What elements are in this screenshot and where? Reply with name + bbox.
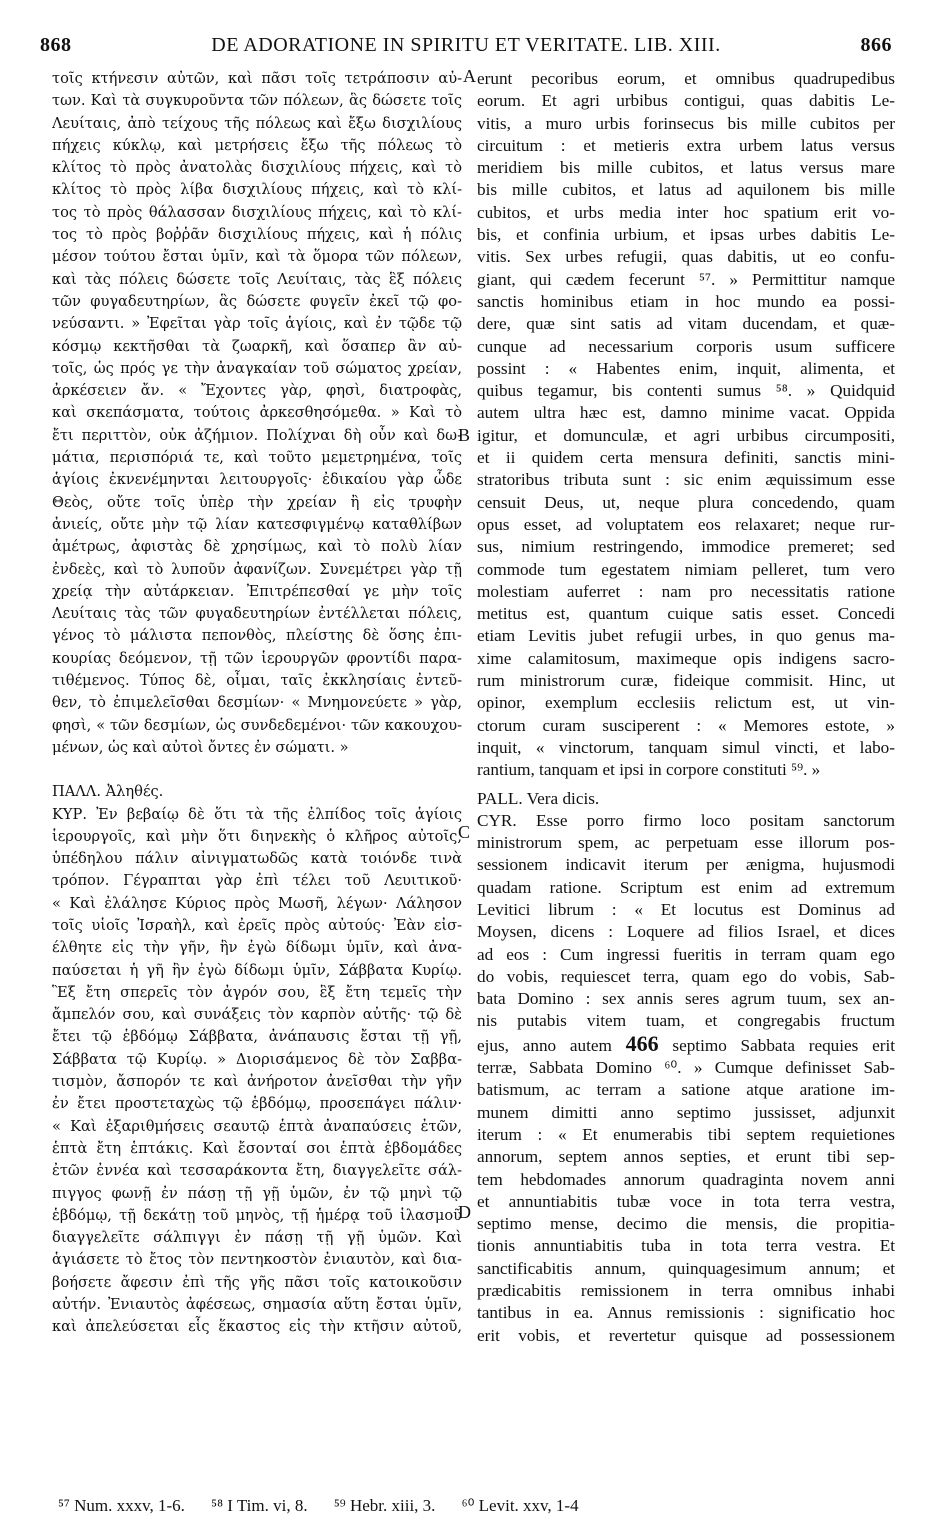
- paragraph-gap: [52, 759, 462, 781]
- text-line: τοῖς υἱοῖς Ἰσραὴλ, καὶ ἐρεῖς πρὸς αὐτούς· Ἐὰν εἰσ-: [52, 916, 462, 934]
- text-line: ἁγίοις ἐκνενέμηνται λειτουργοῖς· ἐδικαίου γὰρ ὧδε: [52, 471, 462, 489]
- text-line: ἐνδεὲς, καὶ τὸ λυποῦν ἀφανίζων. Συνεμέτρει γὰρ τῇ: [52, 560, 462, 578]
- text-line: giant, qui cædem fecerunt ⁵⁷. » Permittitur namque: [477, 269, 895, 289]
- text-line: ἔτι περιττὸν, οὐκ ἀζήμιον. Πολίχναι δὴ οὖν καὶ δω-: [52, 426, 462, 444]
- text-line: CYR. Esse porro firmo loco positam sanctorum: [477, 810, 895, 830]
- text-line: ἱερουργοῖς, καὶ μὴν ὅτι διηνεκὴς ὁ κλῆρος αὐτοῖς,: [52, 827, 462, 845]
- text-line: ἐν ἔτει προστεταχὼς τῷ ἑβδόμῳ, προσεπάγει πάλιν·: [52, 1095, 462, 1113]
- text-line: ἐτῶν ἐννέα καὶ τεσσαράκοντα ἔτη, διαγγελεῖτε σάλ-: [52, 1162, 462, 1180]
- text-line: tem hebdomades annorum quadraginta novem anni: [477, 1169, 895, 1189]
- text-line: dere, quæ sint satis ad vitam ducendam, et quæ-: [477, 314, 895, 334]
- text-line: καὶ σκεπάσματα, τούτοις ἀρκεσθησόμεθα. » Καὶ τὸ: [52, 404, 462, 422]
- page-number-right: 866: [860, 34, 892, 56]
- text-line: prædicabitis remissionem in terra omnibus inhabi: [477, 1281, 895, 1301]
- text-line: erunt pecoribus eorum, et omnibus quadrupedibus: [477, 69, 895, 88]
- text-line: bis, et confinia urbium, et ipsas urbes dabitis Le-: [477, 225, 895, 245]
- text-line: commode tum egestatem nimiam pelleret, tum vero: [477, 559, 895, 579]
- text-line: καὶ ἀπελεύσεται εἷς ἕκαστος εἰς τὴν κτῆσιν αὐτοῦ,: [52, 1318, 462, 1336]
- text-line: sanctis hominibus etiam in hoc mundo ea possi-: [477, 291, 895, 311]
- text-line: γένος τὸ μάλιστα πεπονθὸς, πλείστης δὲ ὅσης ἐπι-: [52, 627, 462, 645]
- text-line: opus esset, ad voluptatem eos relaxaret; neque rur-: [477, 514, 895, 534]
- text-line: tantibus in ea. Annus remissionis : significatio hoc: [477, 1303, 895, 1323]
- text-line: τῶν φυγαδευτηρίων, ἃς δώσετε φυγεῖν ἐκεῖ τῷ φο-: [52, 292, 462, 310]
- text-line: opinor, exemplum ecclesiis relictum est, ut vin-: [477, 693, 895, 713]
- text-line: ejus, anno autem 466 septimo Sabbata requies erit: [477, 1032, 895, 1056]
- footnote-60: ⁶⁰ Levit. xxv, 1-4: [461, 1496, 579, 1515]
- text-line: ministrorum spem, ac perpetuam esse illorum pos-: [477, 833, 895, 853]
- text-line: circuitum : et metieris extra urbem latus versus: [477, 135, 895, 155]
- text-line: μέσον τούτου ἔσται ὑμῖν, καὶ τὰ ὅμορα τῶν πόλεων,: [52, 248, 462, 266]
- text-line: Θεὸς, οὔτε τοῖς ὑπὲρ τὴν χρείαν ἢ εἰς τρυφὴν: [52, 493, 462, 511]
- page-number-left: 868: [40, 34, 72, 56]
- text-line: τοῖς κτήνεσιν αὐτῶν, καὶ πᾶσι τοῖς τετράποσιν αὐ-: [52, 70, 462, 87]
- text-line: « Καὶ ἐλάλησε Κύριος πρὸς Μωσῆ, λέγων· Λάλησον: [52, 894, 462, 912]
- text-line: vitis. Sex urbes refugii, quas dabitis, ut eo confu-: [477, 247, 895, 267]
- section-marker-c: C: [458, 822, 471, 842]
- text-line: ἄμπελόν σου, καὶ συνάξεις τὸν καρπὸν αὐτῆς· τῷ δὲ: [52, 1006, 462, 1024]
- text-line: batismum, ac terram a satione atque aratione im-: [477, 1080, 895, 1100]
- text-line: et annuntiabitis tubæ voce in tota terra vestra,: [477, 1191, 895, 1211]
- greek-text-column: [52, 68, 462, 1339]
- text-line: ἑβδόμῳ, τῇ δεκάτῃ τοῦ μηνὸς, τῇ ἡμέρᾳ τοῦ ἱλασμοῦ: [52, 1206, 462, 1224]
- text-line: τοῖς, ὡς πρός γε τὴν ἀναγκαίαν τοῦ σώματος χρείαν,: [52, 359, 462, 377]
- text-line: septimo mense, decimo die mensis, die propitia-: [477, 1214, 895, 1234]
- text-line: τος τὸ πρὸς θάλασσαν δισχιλίους πήχεις, καὶ τὸ κλί-: [52, 203, 462, 221]
- text-line: παύσεται ἡ γῆ ἣν ἐγὼ δίδωμι ὑμῖν, Σάββατα Κυρίῳ.: [52, 961, 462, 979]
- text-line: Λευίταις τὰς τῶν φυγαδευτηρίων ἐντέλλεται πόλεις,: [52, 605, 462, 623]
- text-line: rantium, tanquam et ipsi in corpore constituti ⁵⁹. »: [477, 760, 821, 780]
- text-line: χρείᾳ τὴν αὐτάρκειαν. Ἐπιτρέπεσθαί γε μὴν τοῖς: [52, 582, 462, 600]
- running-header: [40, 34, 892, 64]
- text-line: ἀνιείς, οὔτε μὴν τῷ λίαν κατεσφιγμένῳ καταθλίβων: [52, 515, 462, 533]
- text-line: Levitici librum : « Et locutus est Dominus ad: [477, 899, 895, 919]
- text-line: sanctificabitis annum, quinquagesimum annum; et: [477, 1258, 895, 1278]
- text-line: stratoribus tributa sunt : sic enim æquissimum esse: [477, 470, 895, 490]
- text-line: ἑπτὰ ἔτη ἑπτάκις. Καὶ ἔσονταί σοι ἑπτὰ ἑβδομάδες: [52, 1139, 462, 1157]
- text-line: τος τὸ πρὸς βοῤῥᾶν δισχιλίους πήχεις, καὶ ἡ πόλις: [52, 226, 462, 244]
- text-line: cunque ad necessarium corporis usum sufficere: [477, 336, 895, 356]
- footnote-57: ⁵⁷ Num. xxxv, 1-6.: [58, 1496, 185, 1515]
- section-marker-d: D: [458, 1202, 471, 1222]
- text-line: ad eos : Cum ingressi fueritis in terram quam ego: [477, 944, 895, 964]
- text-line: καὶ τὰς πόλεις δώσετε τοῖς Λευίταις, τὰς ἓξ πόλεις: [52, 270, 462, 288]
- text-line: cubitos, et urbs media inter hoc spatium erit vo-: [477, 202, 895, 222]
- text-line: bata Domino : sex annis seres agrum tuum, sex an-: [477, 989, 895, 1009]
- inline-page-number: 466: [625, 1032, 659, 1056]
- text-line: Ἓξ ἔτη σπερεῖς τὸν ἀγρόν σου, ἓξ ἔτη τεμεῖς τὴν: [52, 983, 462, 1001]
- text-line: βοήσετε ἄφεσιν ἐπὶ τῆς γῆς πᾶσι τοῖς κατοικοῦσιν: [52, 1273, 462, 1291]
- text-line: πήχεις κύκλῳ, καὶ μετρήσεις ἔξω τῆς πόλεως τὸ: [52, 136, 462, 154]
- text-line: xime calamitosum, maximeque opis indigens sacro-: [477, 648, 895, 668]
- text-line: vitis, a muro urbis forinsecus bis mille cubitos per: [477, 113, 895, 133]
- text-line: et ii quidem certa mensura definiti, sanctis mini-: [477, 448, 895, 468]
- text-line: μένων, ὡς καὶ αὐτοὶ ὄντες ἐν σώματι. »: [52, 738, 349, 756]
- text-line: iterum : « Et enumerabis tibi septem requietiones: [477, 1124, 895, 1144]
- text-line: ἀμέτρως, ἀφιστὰς δὲ χρησίμως, καὶ τὸ πολὺ λίαν: [52, 538, 462, 556]
- text-line: quadam ratione. Scriptum est enim ad extremum: [477, 877, 895, 897]
- text-line: Σάββατα τῷ Κυρίῳ. » Διορισάμενος δὲ τὸν Σαββα-: [52, 1050, 462, 1068]
- text-line: possint : « Habentes enim, inquit, alimenta, et: [477, 358, 895, 378]
- text-line: μάτια, περισπόριά τε, καὶ τοῦτο μεμετρημένα, τοῖς: [52, 449, 462, 467]
- text-line: των. Καὶ τὰ συγκυροῦντα τῶν πόλεων, ἃς δώσετε τοῖς: [52, 92, 462, 110]
- text-line: έλθητε εἰς τὴν γῆν, ἣν ἐγὼ δίδωμι ὑμῖν, καὶ ἀνα-: [52, 939, 462, 957]
- text-line: ὑπέδηλου πάλιν αἰνιγματωδῶς κατὰ τοιόνδε τινὰ: [52, 850, 462, 868]
- text-line: κλίτος τὸ πρὸς λίβα δισχιλίους πήχεις, καὶ τὸ κλί-: [52, 181, 462, 199]
- text-line: Moysen, dicens : Loquere ad filios Israel, et dices: [477, 922, 895, 942]
- text-line: PALL. Vera dicis.: [477, 788, 600, 808]
- footnote-58: ⁵⁸ I Tim. vi, 8.: [211, 1496, 308, 1515]
- text-line: ἁγιάσετε τὸ ἔτος τὸν πεντηκοστὸν ἐνιαυτὸν, καὶ δια-: [52, 1251, 462, 1269]
- text-line: ΚΥΡ. Ἐν βεβαίῳ δὲ ὅτι τὰ τῆς ἐλπίδος τοῖς ἁγίοις: [52, 805, 462, 823]
- text-line: metitus est, quantum cuique satis esset. Concedi: [477, 604, 895, 624]
- text-line: ΠΑΛΛ. Ἀληθές.: [52, 783, 164, 801]
- text-line: annorum, septem annos septies, et erunt tibi sep-: [477, 1147, 895, 1167]
- text-line: quibus tegamur, bis contenti sumus ⁵⁸. » Quidquid: [477, 381, 895, 401]
- text-line: διαγγελεῖτε σάλπιγγι ἐν πάσῃ τῇ γῇ ὑμῶν. Καὶ: [52, 1229, 462, 1247]
- text-line: molestiam auferret : nam pro necessitatis ratione: [477, 581, 895, 601]
- text-line: meridiem bis mille cubitos, et latus versus mare: [477, 158, 895, 178]
- latin-text-column: [477, 68, 895, 1347]
- text-line: sessionem indicavit iterum per ænigma, hujusmodi: [477, 855, 895, 875]
- text-line: sus, nimium restringendo, immodice premeret; sed: [477, 537, 895, 557]
- text-line: bis mille cubitos, et latus ad aquilonem bis mille: [477, 180, 895, 200]
- text-line: κλίτος τὸ πρὸς ἀνατολὰς δισχιλίους πήχεις, καὶ τὸ: [52, 159, 462, 177]
- text-line: Λευίταις, ἀπὸ τείχους τῆς πόλεως καὶ ἔξω δισχιλίους: [52, 114, 462, 132]
- text-line: ἔτει τῷ ἑβδόμῳ Σάββατα, ἀνάπαυσις ἔσται τῇ γῇ,: [52, 1028, 462, 1046]
- text-line: do vobis, requiescet terra, quam ego do vobis, Sab-: [477, 966, 895, 986]
- text-line: ctorum curam susciperent : « Memores estote, »: [477, 715, 895, 735]
- text-line: autem ultra hæc est, damno minime vacat. Oppida: [477, 403, 895, 423]
- section-marker-b: B: [458, 425, 471, 445]
- text-line: inquit, « vinctorum, tanquam simul vincti, et labo-: [477, 737, 895, 757]
- text-line: τισμὸν, ἄσπορόν τε καὶ ἀνήροτον ἀνεῖσθαι τὴν γῆν: [52, 1073, 462, 1091]
- text-line: terræ, Sabbata Domino ⁶⁰. » Cumque definisset Sab-: [477, 1058, 895, 1078]
- text-line: « Καὶ ἐξαριθμήσεις σεαυτῷ ἑπτὰ ἀναπαύσεις ἐτῶν,: [52, 1117, 462, 1135]
- running-title: DE ADORATIONE IN SPIRITU ET VERITATE. LIB. XIII.: [211, 34, 721, 56]
- text-line: φησὶ, « τῶν δεσμίων, ὡς συνδεδεμένοι· τῶν κακουχου-: [52, 716, 462, 734]
- text-line: θεν, τὸ ἐπιμελεῖσθαι δεσμίων· « Μνημονεύετε » γὰρ,: [52, 694, 462, 712]
- text-line: νεύσαντι. » Ἐφεῖται γὰρ τοῖς ἁγίοις, καὶ ἐν τῷδε τῷ: [52, 315, 462, 333]
- text-line: tionis annuntiabitis tuba in tota terra vestra. Et: [477, 1236, 895, 1256]
- text-line: igitur, et domunculæ, et agri urbibus circumpositi,: [477, 425, 895, 445]
- section-marker-a: A: [463, 66, 476, 86]
- text-line: eorum. Et agri urbibus contigui, quas dabitis Le-: [477, 91, 895, 111]
- text-line: πιγγος φωνῇ ἐν πάσῃ τῇ γῇ ὑμῶν, ἐν τῷ μηνὶ τῷ: [52, 1184, 462, 1202]
- text-line: munem dimitti anno septimo jussisset, adjunxit: [477, 1102, 895, 1122]
- text-line: erit vobis, et revertetur quisque ad possessionem: [477, 1325, 895, 1345]
- text-line: τρόπον. Γέγραπται γὰρ ἐπὶ τέλει τοῦ Λευιτικοῦ·: [52, 872, 462, 890]
- text-line: κουρίας δεόμενον, τῇ τῶν ἱερουργῶν φροντίδι παρα-: [52, 649, 462, 667]
- text-line: rum ministrorum curæ, fideique commisit. Hinc, ut: [477, 671, 895, 691]
- text-line: censuit Deus, ut, neque plura concedendo, quam: [477, 492, 895, 512]
- footnotes: [58, 1496, 898, 1522]
- text-line: nis putabis vitem tuam, et congregabis fructum: [477, 1011, 895, 1031]
- text-line: αὐτήν. Ἐνιαυτὸς ἀφέσεως, σημασία αὕτη ἔσται ὑμῖν,: [52, 1296, 462, 1314]
- text-line: τιθέμενος. Τύπος δὲ, οἶμαι, ταῖς ἐκκλησίαις ἐντεῦ-: [52, 672, 462, 690]
- text-line: κόσμῳ κεκτῆσθαι τὰ ζωαρκῆ, καὶ ὅσαπερ ἂν αὐ-: [52, 337, 462, 355]
- text-line: ἀρκέσειεν ἄν. « Ἔχοντες γὰρ, φησὶ, διατροφὰς,: [52, 382, 462, 400]
- footnote-59: ⁵⁹ Hebr. xiii, 3.: [333, 1496, 436, 1515]
- text-line: etiam Levitis jubet refugii urbes, in quo genus ma-: [477, 626, 895, 646]
